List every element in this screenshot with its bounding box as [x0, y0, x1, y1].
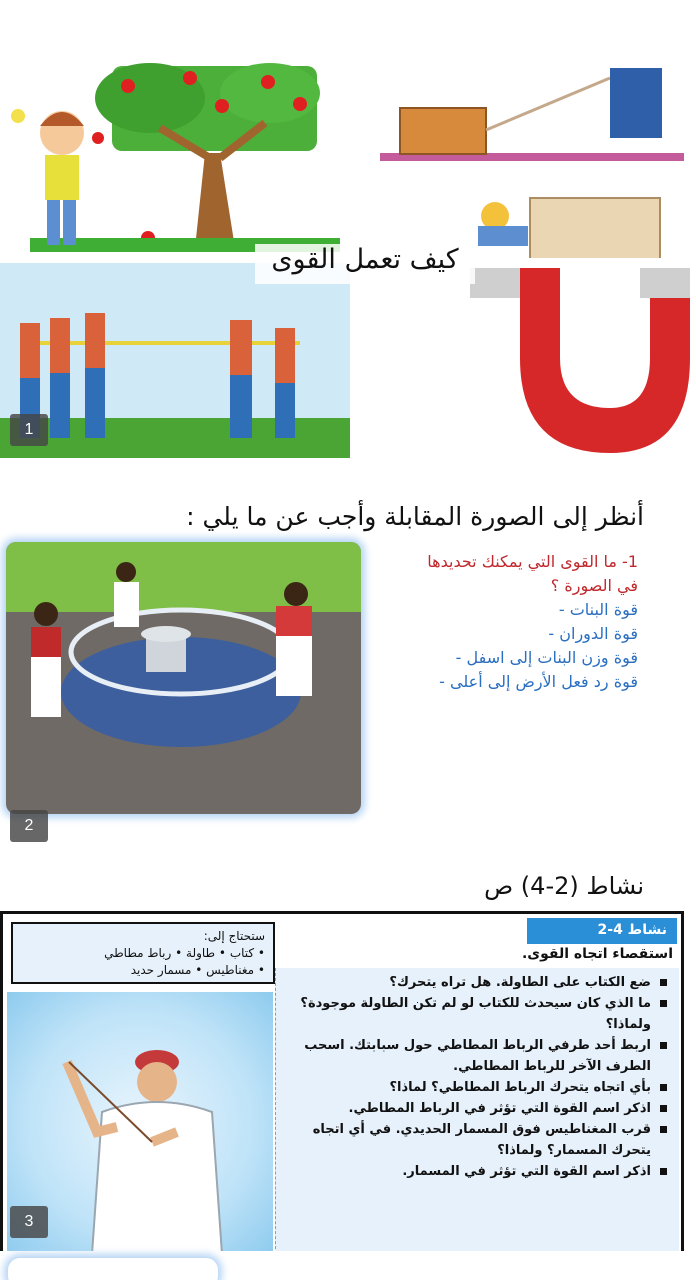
activity-step: قرب المغناطيس فوق المسمار الحديدي. في أي اتجاه يتحرك المسمار؟ ولماذا؟: [292, 1119, 669, 1161]
materials-box: [11, 922, 275, 984]
slide-title: كيف تعمل القوى: [255, 244, 475, 284]
question-line: 1- ما القوى التي يمكنك تحديدها: [427, 552, 638, 571]
activity-step: ضع الكتاب على الطاولة. هل تراه يتحرك؟: [292, 972, 669, 993]
activity-step: اربط أحد طرفي الرباط المطاطي حول سبابتك. اسحب الطرف الآخر للرباط المطاطي.: [292, 1035, 669, 1077]
materials-line: • مغناطيس • مسمار حديد: [130, 963, 265, 977]
answer-item: قوة وزن البنات إلى اسفل -: [455, 648, 638, 667]
slide-heading: أنظر إلى الصورة المقابلة وأجب عن ما يلي :: [186, 502, 644, 531]
materials-title: ستحتاج إلى:: [203, 929, 265, 943]
slide-3[interactable]: [0, 866, 696, 1251]
activity-tag: نشاط 4-2: [527, 918, 677, 944]
answer-item: قوة البنات -: [558, 600, 638, 619]
slide-2[interactable]: [0, 490, 696, 842]
slide-4-peek[interactable]: [8, 1258, 218, 1280]
activity-step: اذكر اسم القوة التي تؤثر في الرباط المطاطي.: [292, 1098, 669, 1119]
answers-panel: [358, 550, 638, 694]
activity-steps-panel: [275, 968, 679, 1251]
activity-step: اذكر اسم القوة التي تؤثر في المسمار.: [292, 1161, 669, 1182]
slide-number: 2: [10, 810, 48, 842]
answer-item: قوة رد فعل الأرض إلى أعلى -: [439, 672, 638, 691]
textbook-page: [0, 911, 684, 1251]
playground-illustration: [6, 542, 361, 814]
slide-number: 3: [10, 1206, 48, 1238]
slide-heading: نشاط (2-4) ص: [484, 872, 644, 900]
activity-step: بأي اتجاه يتحرك الرباط المطاطي؟ لماذا؟: [292, 1077, 669, 1098]
merry-go-round-photo: [6, 542, 361, 814]
question-line: في الصورة ؟: [550, 576, 638, 595]
slide-number: 1: [10, 414, 48, 446]
materials-line: • كتاب • طاولة • رباط مطاطي: [104, 946, 265, 960]
slide-1[interactable]: [0, 58, 696, 458]
activity-step: ما الذي كان سيحدث للكتاب لو لم تكن الطاولة موجودة؟ ولماذا؟: [292, 993, 669, 1035]
activity-subtitle: استقصاء اتجاه القوى.: [521, 946, 673, 962]
answer-item: قوة الدوران -: [548, 624, 638, 643]
